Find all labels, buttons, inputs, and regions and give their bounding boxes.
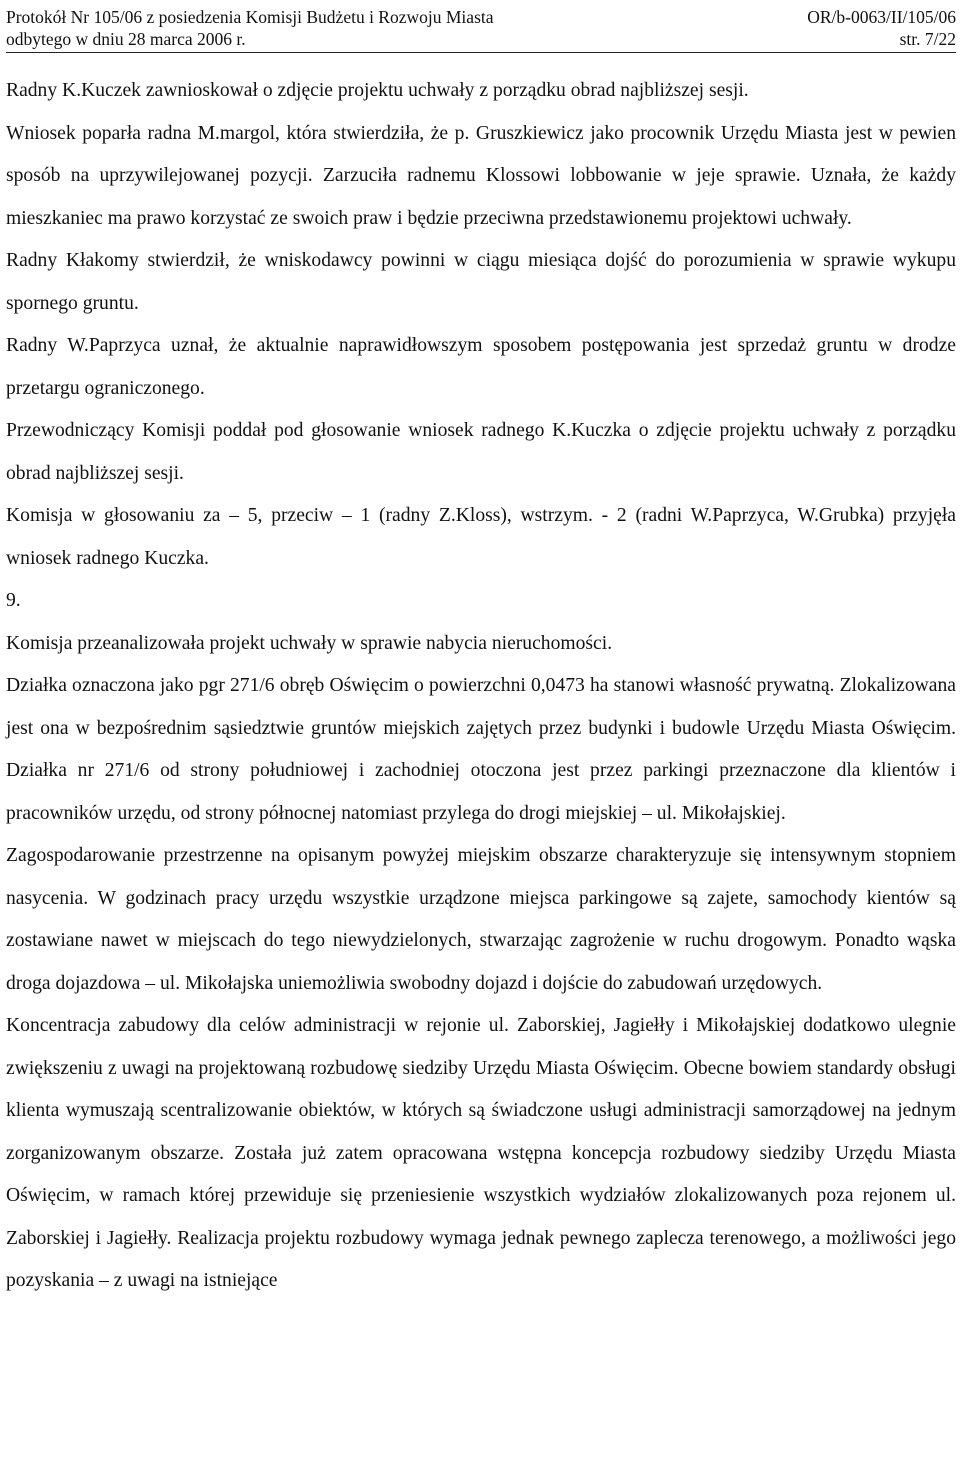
paragraph: Działka oznaczona jako pgr 271/6 obręb Oświęcim o powierzchni 0,0473 ha stanowi własność prywatną. Zlokalizowana jest ona w bezpośrednim sąsiedztwie gruntów miejskich zajętych przez budynki i budowle Urzędu Miasta Oświęcim. Działka nr 271/6 od strony południowej i zachodniej otoczona jest przez parkingi przeznaczone dla klientów i pracowników urzędu, od strony północnej natomiast przylega do drogi miejskiej – ul. Mikołajskiej. xyxy=(6,675,956,824)
header-date: odbytego w dniu 28 marca 2006 r. xyxy=(6,29,246,49)
header-doc-ref: OR/b-0063/II/105/06 xyxy=(807,7,956,27)
paragraph: Komisja w głosowaniu za – 5, przeciw – 1 (radny Z.Kloss), wstrzym. - 2 (radni W.Paprzyca, W.Grubka) przyjęła wniosek radnego Kuczka. xyxy=(6,505,956,569)
page-header xyxy=(6,0,956,53)
header-row-1 xyxy=(6,6,956,28)
paragraph: Koncentracja zabudowy dla celów administracji w rejonie ul. Zaborskiej, Jagiełły i Mikołajskiej dodatkowo ulegnie zwiększeniu z uwagi na projektowaną rozbudowę siedziby Urzędu Miasta Oświęcim. Obecne bowiem standardy obsługi klienta wymuszają scentralizowanie obiektów, w których są świadczone usługi administracji samorządowej na jednym zorganizowanym obszarze. Została już zatem opracowana wstępna koncepcja rozbudowy siedziby Urzędu Miasta Oświęcim, w ramach której przewiduje się przeniesienie wszystkich wydziałów zlokalizowanych poza rejonem ul. Zaborskiej i Jagiełły. Realizacja projektu rozbudowy wymaga jednak pewnego zaplecza terenowego, a możliwości jego pozyskania – z uwagi na istniejące xyxy=(6,1015,956,1291)
header-row-2 xyxy=(6,28,956,50)
paragraph: Radny K.Kuczek zawnioskował o zdjęcie projektu uchwały z porządku obrad najbliższej sesji. xyxy=(6,80,749,101)
paragraph: Radny Kłakomy stwierdził, że wniskodawcy powinni w ciągu miesiąca dojść do porozumienia w sprawie wykupu spornego gruntu. xyxy=(6,250,956,314)
header-page-number: str. 7/22 xyxy=(899,29,956,49)
paragraph: Komisja przeanalizowała projekt uchwały w sprawie nabycia nieruchomości. xyxy=(6,632,613,654)
paragraph: Przewodniczący Komisji poddał pod głosowanie wniosek radnego K.Kuczka o zdjęcie projektu uchwały z porządku obrad najbliższej sesji. xyxy=(6,420,956,484)
header-title: Protokół Nr 105/06 z posiedzenia Komisji Budżetu i Rozwoju Miasta xyxy=(6,7,494,27)
section-number: 9. xyxy=(6,590,21,611)
document-body xyxy=(6,70,956,1303)
paragraph: Wniosek poparła radna M.margol, która stwierdziła, że p. Gruszkiewicz jako procownik Urzędu Miasta jest w pewien sposób na uprzywilejowanej pozycji. Zarzuciła radnemu Klossowi lobbowanie w jeje sprawie. Uznała, że każdy mieszkaniec ma prawo korzystać ze swoich praw i będzie przeciwna przedstawionemu projektowi uchwały. xyxy=(6,122,956,229)
paragraph: Radny W.Paprzyca uznał, że aktualnie naprawidłowszym sposobem postępowania jest sprzedaż gruntu w drodze przetargu ograniczonego. xyxy=(6,335,956,399)
paragraph: Zagospodarowanie przestrzenne na opisanym powyżej miejskim obszarze charakteryzuje się intensywnym stopniem nasycenia. W godzinach pracy urzędu wszystkie urządzone miejsca parkingowe są zajete, samochody kientów są zostawiane nawet w miejscach do tego niewydzielonych, stwarzając zagrożenie w ruchu drogowym. Ponadto wąska droga dojazdowa – ul. Mikołajska uniemożliwia swobodny dojazd i dojście do zabudowań urzędowych. xyxy=(6,845,956,994)
